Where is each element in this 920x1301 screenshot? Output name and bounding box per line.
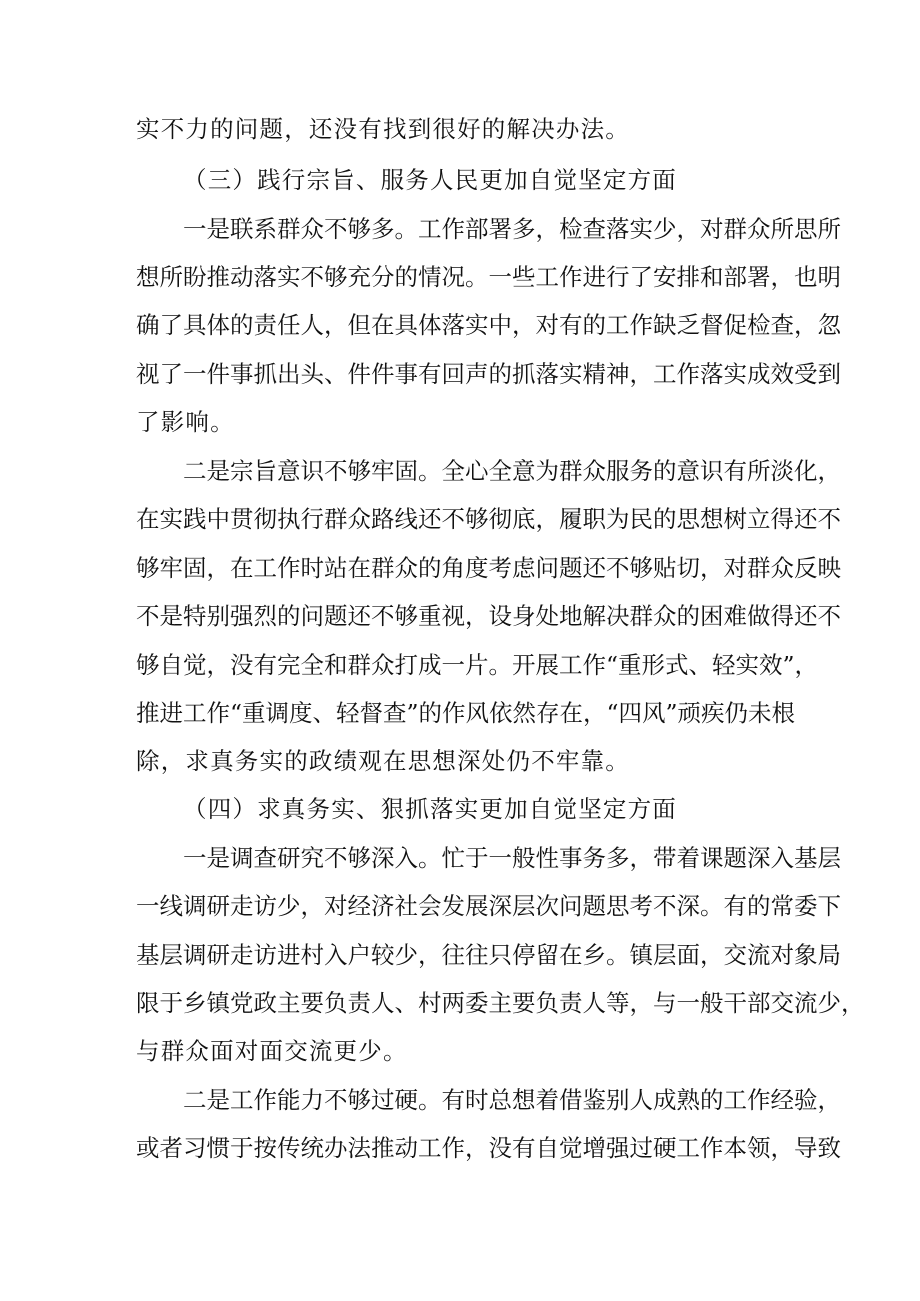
paragraph-line: 实不力的问题，还没有找到很好的解决办法。 xyxy=(136,115,630,143)
paragraph-line: 一是联系群众不够多。工作部署多，检查落实少，对群众所思所 xyxy=(183,215,841,243)
paragraph-line: 二是宗旨意识不够牢固。全心全意为群众服务的意识有所淡化， xyxy=(183,457,841,485)
paragraph-line: 除，求真务实的政绩观在思想深处仍不牢靠。 xyxy=(136,747,630,775)
paragraph-line: 了影响。 xyxy=(136,408,235,436)
paragraph-line: 想所盼推动落实不够充分的情况。一些工作进行了安排和部署，也明 xyxy=(136,263,841,291)
section-heading-4: （四）求真务实、狠抓落实更加自觉坚定方面 xyxy=(183,795,677,823)
paragraph-line: 够自觉，没有完全和群众打成一片。开展工作“重形式、轻实效”， xyxy=(136,651,819,679)
paragraph-line: 视了一件事抓出头、件件事有回声的抓落实精神，工作落实成效受到 xyxy=(136,360,841,388)
paragraph-line: 推进工作“重调度、轻督查”的作风依然存在，“四风”顽疾仍未根 xyxy=(136,699,796,727)
paragraph-line: 不是特别强烈的问题还不够重视，设身处地解决群众的困难做得还不 xyxy=(136,602,841,630)
section-heading-3: （三）践行宗旨、服务人民更加自觉坚定方面 xyxy=(183,166,677,194)
paragraph-line: 在实践中贯彻执行群众路线还不够彻底，履职为民的思想树立得还不 xyxy=(136,505,841,533)
paragraph-line: 或者习惯于按传统办法推动工作，没有自觉增强过硬工作本领，导致 xyxy=(136,1134,841,1162)
paragraph-line: 确了具体的责任人，但在具体落实中，对有的工作缺乏督促检查，忽 xyxy=(136,311,841,339)
paragraph-line: 一线调研走访少，对经济社会发展深层次问题思考不深。有的常委下 xyxy=(136,892,841,920)
paragraph-line: 够牢固，在工作时站在群众的角度考虑问题还不够贴切，对群众反映 xyxy=(136,554,841,582)
paragraph-line: 基层调研走访进村入户较少，往往只停留在乡。镇层面，交流对象局 xyxy=(136,941,841,969)
paragraph-line: 与群众面对面交流更少。 xyxy=(136,1037,408,1065)
paragraph-line: 一是调查研究不够深入。忙于一般性事务多，带着课题深入基层 xyxy=(183,844,841,872)
paragraph-line: 二是工作能力不够过硬。有时总想着借鉴别人成熟的工作经验， xyxy=(183,1086,841,1114)
paragraph-line: 限于乡镇党政主要负责人、村两委主要负责人等，与一般干部交流少， xyxy=(136,989,865,1017)
